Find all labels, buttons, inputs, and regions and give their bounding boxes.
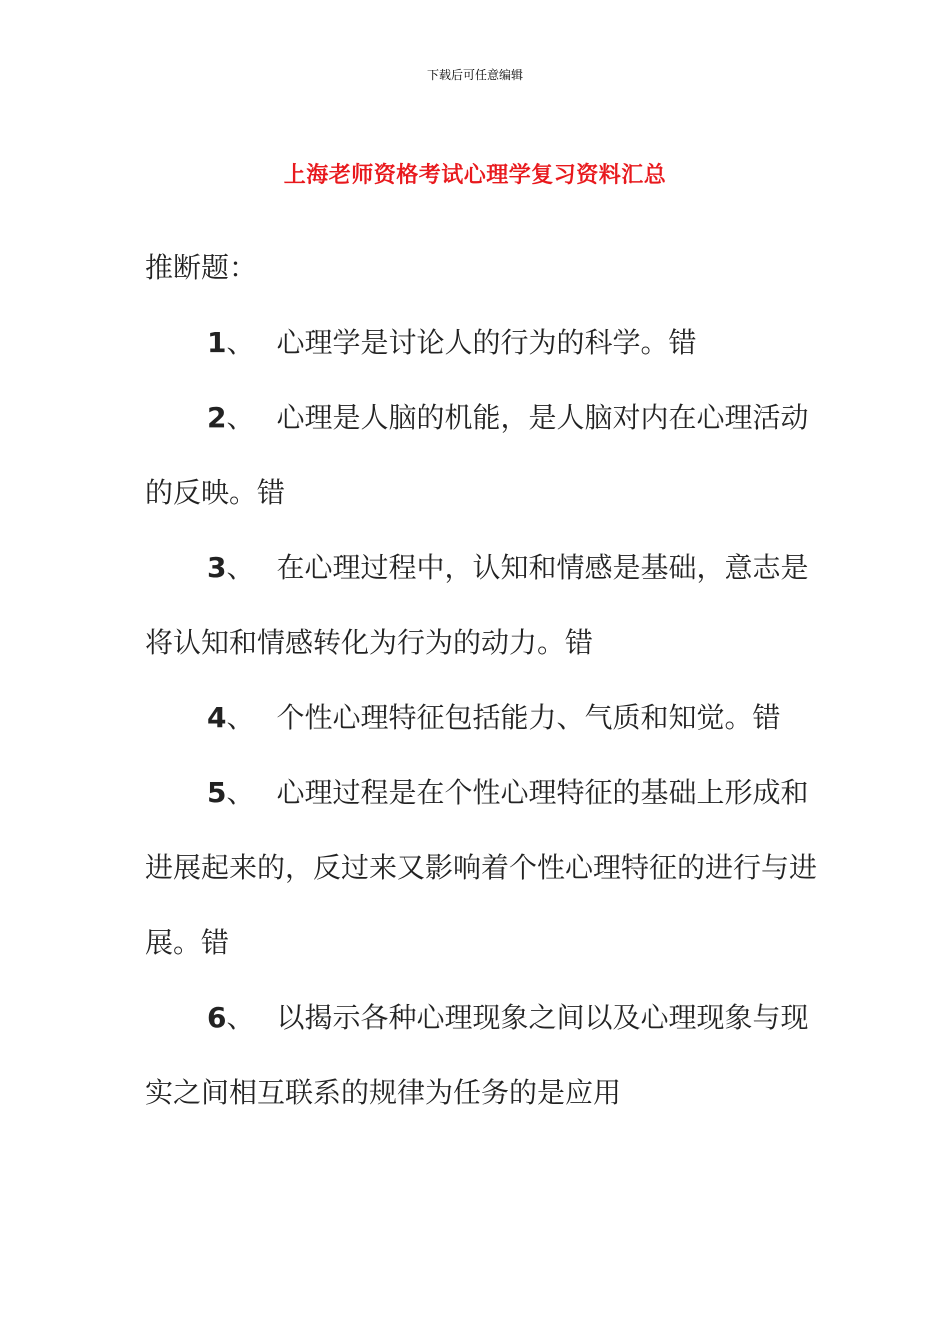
item-text: 心理学是讨论人的行为的科学。错: [276, 326, 697, 359]
item-separator: 、: [226, 551, 255, 584]
section-label: 推断题：: [145, 251, 258, 284]
item-number: 2: [207, 401, 227, 434]
item-text: 以揭示各种心理现象之间以及心理现象与现实之间相互联系的规律为任务的是应用: [145, 1001, 809, 1109]
page-header: 下载后可任意编辑: [426, 68, 523, 82]
item-separator: 、: [226, 701, 255, 734]
list-item: [145, 530, 825, 680]
item-text: 在心理过程中，认知和情感是基础，意志是将认知和情感转化为行为的动力。错: [145, 551, 809, 659]
list-item: [145, 755, 825, 980]
item-number: 1: [207, 326, 227, 359]
list-item: [145, 980, 825, 1130]
item-separator: 、: [226, 776, 255, 809]
item-separator: 、: [226, 401, 255, 434]
item-number: 3: [207, 551, 227, 584]
item-text: 个性心理特征包括能力、气质和知觉。错: [276, 701, 781, 734]
item-text: 心理是人脑的机能，是人脑对内在心理活动的反映。错: [145, 401, 809, 509]
item-number: 5: [207, 776, 227, 809]
list-item: [145, 380, 825, 530]
list-item: [145, 680, 825, 755]
item-text: 心理过程是在个性心理特征的基础上形成和进展起来的，反过来又影响着个性心理特征的进行与进展。错: [145, 776, 818, 959]
item-separator: 、: [226, 1001, 255, 1034]
list-item: [145, 305, 825, 380]
item-number: 6: [207, 1001, 227, 1034]
item-number: 4: [207, 701, 227, 734]
item-separator: 、: [226, 326, 255, 359]
document-body: [145, 230, 825, 1130]
document-title: 上海老师资格考试心理学复习资料汇总: [283, 162, 667, 188]
